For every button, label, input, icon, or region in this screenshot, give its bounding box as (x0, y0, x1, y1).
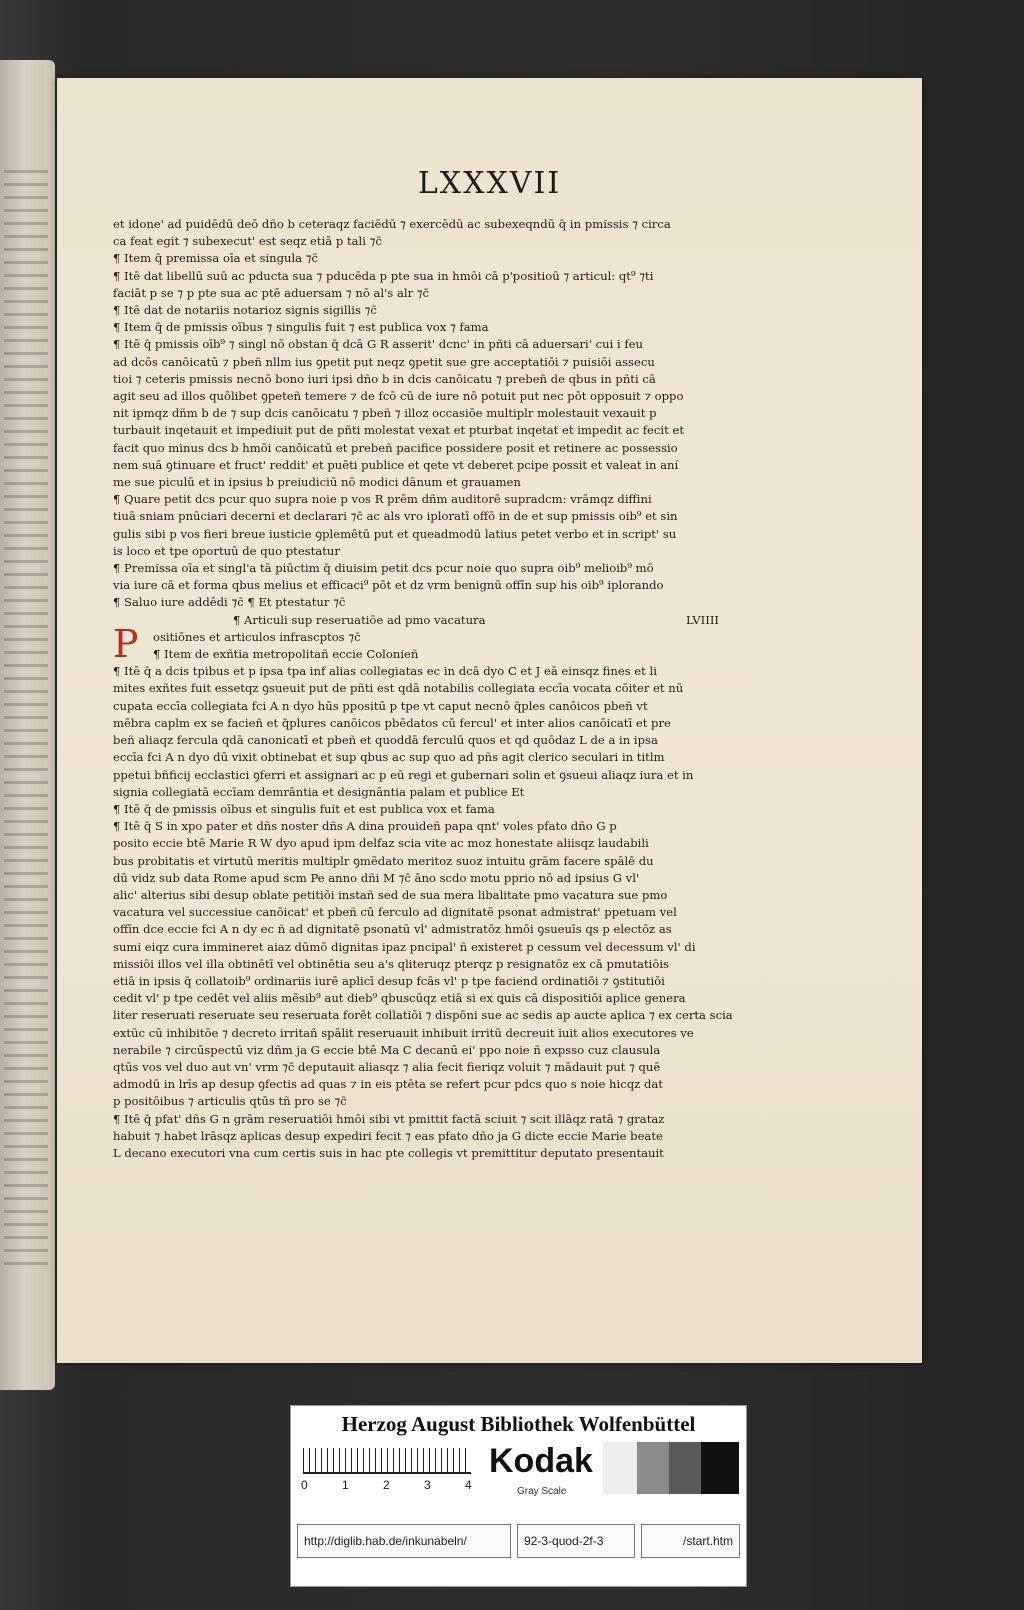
url-cells (297, 1524, 740, 1558)
initial-letter: P (113, 621, 139, 666)
text-line: ¶ Item q̄ de pmissis oībus ⁊ singulis fuit ⁊ est publica vox ⁊ fama (113, 320, 489, 335)
suffix-cell: /start.htm (641, 1524, 740, 1558)
text-line: nit ipmqz dñm b de ⁊ sup dcis canōicatu ⁊ pbeñ ⁊ illoz occasiōe multiplr molestauit vexauit p (113, 406, 657, 421)
page-text (113, 216, 789, 1162)
library-title: Herzog August Bibliothek Wolfenbüttel (341, 1412, 696, 1436)
text-line: ¶ Itē q̄ pmissis oīb⁹ ⁊ singl nō obstan q̄ dcā G R asserit' dcnc' in pñti cā aduersari' cui i feu (113, 337, 643, 352)
text-line: qtūs vos vel duo aut vn' vrm ⁊c̄ deputauit aliasqz ⁊ alia fecit fieriqz voluit ⁊ mādauit put ⁊ quē (113, 1059, 661, 1074)
text-line: gulis sibi p vos fieri breue iusticie ꝯplemētū put et queadmodū latius petet verbo et in script' su (113, 526, 677, 541)
text-line: ad dcōs canōicatū ⁊ pbeñ nllm ius ꝯpetit put neqz ꝯpetit sue gre acceptatiōi ⁊ puisiōi assecu (113, 354, 655, 369)
text-line: tioi ⁊ ceteris pmissis necnō bono iuri ipsi dño b in dcis canōicatu ⁊ prebeñ de qbus in pñti cā (113, 371, 656, 386)
text-line: habuit ⁊ habet lrāsqz aplicas desup expediri fecit ⁊ eas pfato dño ja G dicte eccie Marie beate (113, 1128, 663, 1143)
ruler-label: 1 (342, 1478, 349, 1492)
text-line: vacatura vel successiue canōicat' et pbeñ cū ferculo ad dignitatē psonat admistrat' ppetuam vel (113, 905, 677, 920)
text-line: is loco et tpe oportuū de quo ptestatur (113, 543, 340, 558)
text-line: extūc cū inhibitōe ⁊ decreto irritañ spālit reseruauit inhibuit irritū decreuit iuit alios executores ve (113, 1025, 694, 1040)
text-line: ¶ Itē dat de notariis notarioz signis sigillis ⁊c̄ (113, 303, 377, 318)
article-heading-row (113, 612, 789, 629)
text-line: ¶ Quare petit dcs pcur quo supra noie p vos R prēm dñm auditorē supradcm: vrāmqz diffini (113, 492, 652, 507)
text-line: ¶ Item q̄ premissa oīa et singula ⁊c̄ (113, 251, 319, 266)
text-line: turbauit inqetauit et impediuit put de pñti molestat vexat et pturbat inqetat et impedit ac fecit et (113, 423, 684, 438)
text-line: ¶ Item de exñtia metropolitañ eccie Colonieñ (153, 647, 419, 662)
text-line: eccīa fci A n dyo dū vixit obtinebat et sup qbus ac sup quo ad pñs agit clerico seculari in titlm (113, 750, 665, 765)
ruler-label: 4 (465, 1478, 472, 1492)
text-line: posito eccie btē Marie R W dyo apud ipm delfaz scia vite ac moz honestate aliisqz laudabili (113, 836, 649, 851)
facing-page-edge (0, 60, 55, 1390)
text-line: ¶ Premissa oīa et singl'a tā piūctim q̄ diuisim petit dcs pcur noie quo supra oib⁹ melioib⁹ mō (113, 561, 654, 576)
text-line: via iure cā et forma qbus melius et efficaci⁹ pōt et dz vrm benignū offīn sup his oib⁹ iplorando (113, 578, 664, 593)
text-line: etiā in ipsis q̄ collatoib⁹ ordinariis iurē aplicī desup fcās vl' p tpe faciend ordinatiōi ⁊ ꝯstitutiōi (113, 973, 665, 988)
text-line: mites exñtes fuit essetqz ꝯsueuit put de pñti est qdā notabilis collegiata eccīa vocata cōiter et nū (113, 681, 684, 696)
text-line: tiuā sniam pnūciari decerni et declarari ⁊c̄ ac als vro iploratī offō in de et sup pmissis oib⁹ et sin (113, 509, 678, 524)
text-line: liter reseruati reseruate seu reseruata forēt collatiōi ⁊ dispōni sue ac sedis ap aucte aplica ⁊ ex certa scia (113, 1008, 733, 1023)
text-line: signia collegiatā eccīam demrāntia et designāntia palam et publice Et (113, 784, 525, 799)
text-line: bus probitatis et virtutū meritis multiplr ꝯmēdato meritoz suoz intuitu grām facere spālē du (113, 853, 654, 868)
ruler-label: 2 (383, 1478, 390, 1492)
text-line: me sue piculū et in ipsius b preiudiciū nō modici dānum et grauamen (113, 475, 521, 490)
folio-number: LXXXVII (417, 166, 562, 201)
text-line: ppetui bñficij ecclastici ꝯferri et assignari ac p eū regi et gubernari solin et ꝯsueui aliaqz iura et in (113, 767, 694, 782)
decorated-paragraph-start (113, 621, 789, 666)
text-line: ¶ Saluo iure addēdi ⁊c̄ ¶ Et ptestatur ⁊c̄ (113, 595, 346, 610)
text-line: ¶ Itē q̄ a dcis tpibus et p ipsa tpa inf alias collegiatas ec in dcā dyo C et J eā einsqz fines et li (113, 664, 657, 679)
text-line: ¶ Itē q̄ pfat' dñs G n grām reseruatiōi hmōi sibi vt pmittit factā sciuit ⁊ scit illāqz ratā ⁊ grataz (113, 1111, 665, 1126)
gray-patch (701, 1442, 739, 1494)
ruler-labels (301, 1478, 501, 1492)
kodak-logo: Kodak (489, 1442, 593, 1480)
text-line: mēbra caplm ex se facieñ et q̄plures canōicos pbēdatos cū fercul' et inter alios canōicatī et pre (113, 715, 671, 730)
text-line: dū vidz sub data Rome apud scm Pe anno dñi M ⁊c̄ āno scdo motu pprio nō ad ipsius G vl' (113, 870, 640, 885)
text-line: admodū in lrīs ap desup ꝯfectis ad quas ⁊ in eis ptēta se refert pcur pdcs quo s noie hicqz dat (113, 1077, 663, 1092)
scale-ruler (303, 1448, 471, 1474)
text-line: p positōibus ⁊ articulis qtūs tñ pro se ⁊c̄ (113, 1094, 347, 1109)
facing-page-text (4, 170, 48, 1270)
text-line: beñ aliaqz fercula qdā canonicatī et pbeñ et quoddā ferculū quos et qd quōdaz L de a in ipsa (113, 733, 658, 748)
text-line: ¶ Itē q̄ de pmissis oībus et singulis fuit et est publica vox et fama (113, 801, 495, 816)
text-line: et idone' ad puidēdū deō dño b ceteraqz faciēdū ⁊ exercēdū ac subexeqndū q̄ in pmissis ⁊ circa (113, 217, 671, 231)
text-line: offīn dce eccie fci A n dy ec ñ ad dignitatē psonatū vl' admistratōz hmōi ꝯsueuīs qs p electōz as (113, 922, 672, 937)
text-line: L decano executori vna cum certis suis in hac pte collegis vt premittitur deputato presentauit (113, 1145, 664, 1160)
text-line: cupata eccīa collegiata fci A n dyo hūs ppositū p tpe vt caput necnō q̄ples canōicos pbeñ vt (113, 698, 648, 713)
text-line: ¶ Itē dat libellū suū ac pducta sua ⁊ pducēda p pte sua in hmōi cā p'positioū ⁊ articul: qt⁹ ⁊ti (113, 268, 654, 283)
text-line: nerabile ⁊ circūspectū viz dñm ja G eccie btē Ma C decanū ei' ppo noie ñ expsso cuz clausula (113, 1042, 661, 1057)
ruler-label: 3 (424, 1478, 431, 1492)
text-line: ositiōnes et articulos infrascptos ⁊c̄ (153, 629, 361, 644)
gray-scale-label: Gray Scale (517, 1486, 567, 1497)
text-line: alic' alterius sibi desup oblate petitiōi instañ sed de sua mera libalitate pmo vacatura sue pmo (113, 887, 668, 902)
text-line: sumi eiqz cura immineret aiaz dūmō dignitas ipaz pncipal' ñ existeret p cessum vel decessum vl' di (113, 939, 696, 954)
color-target-card (290, 1405, 747, 1587)
text-line: missiōi illos vel illa obtinētī vel obtinētia seu a's qliteruqz pterqz p resignatōz ex cā pmutatiōis (113, 956, 669, 971)
ruler-label: 0 (301, 1478, 308, 1492)
text-line: cedit vl' p tpe cedēt vel aliis mēsib⁹ aut dieb⁹ qbuscūqz etiā si ex ꝗuis cā dispositiōi aplice genera (113, 991, 686, 1006)
text-line: agit seu ad illos quōlibet ꝯpeteñ temere ⁊ de fcō cū de iure nō potuit put nec pōt opposuit ⁊ oppo (113, 389, 684, 404)
url-cell: http://diglib.hab.de/inkunabeln/ (297, 1524, 511, 1558)
text-line: ca feat egit ⁊ subexecut' est seqz etiā p tali ⁊c̄ (113, 234, 382, 249)
text-line: ¶ Itē q̄ S in xpo pater et dñs noster dñs A dina prouideñ papa qnt' voles pfato dño G p (113, 819, 617, 834)
text-line: facit quo minus dcs b hmōi canōicatū et prebeñ pacifice possidere posit et retinere ac possessio (113, 440, 678, 455)
article-heading: ¶ Articuli sup reseruatiōe ad pmo vacatura (233, 612, 486, 627)
text-line: faciāt p se ⁊ p pte sua ac ptē aduersam ⁊ nō al's alr ⁊c̄ (113, 285, 430, 300)
book-page (57, 78, 922, 1363)
text-line: nem suā ꝯtinuare et fruct' reddit' et puēti publice et qete vt deberet pcipe possit et valeat in aní (113, 457, 679, 472)
shelfmark-cell: 92-3-quod-2f-3 (517, 1524, 635, 1558)
article-number: LVIIII (685, 612, 719, 627)
